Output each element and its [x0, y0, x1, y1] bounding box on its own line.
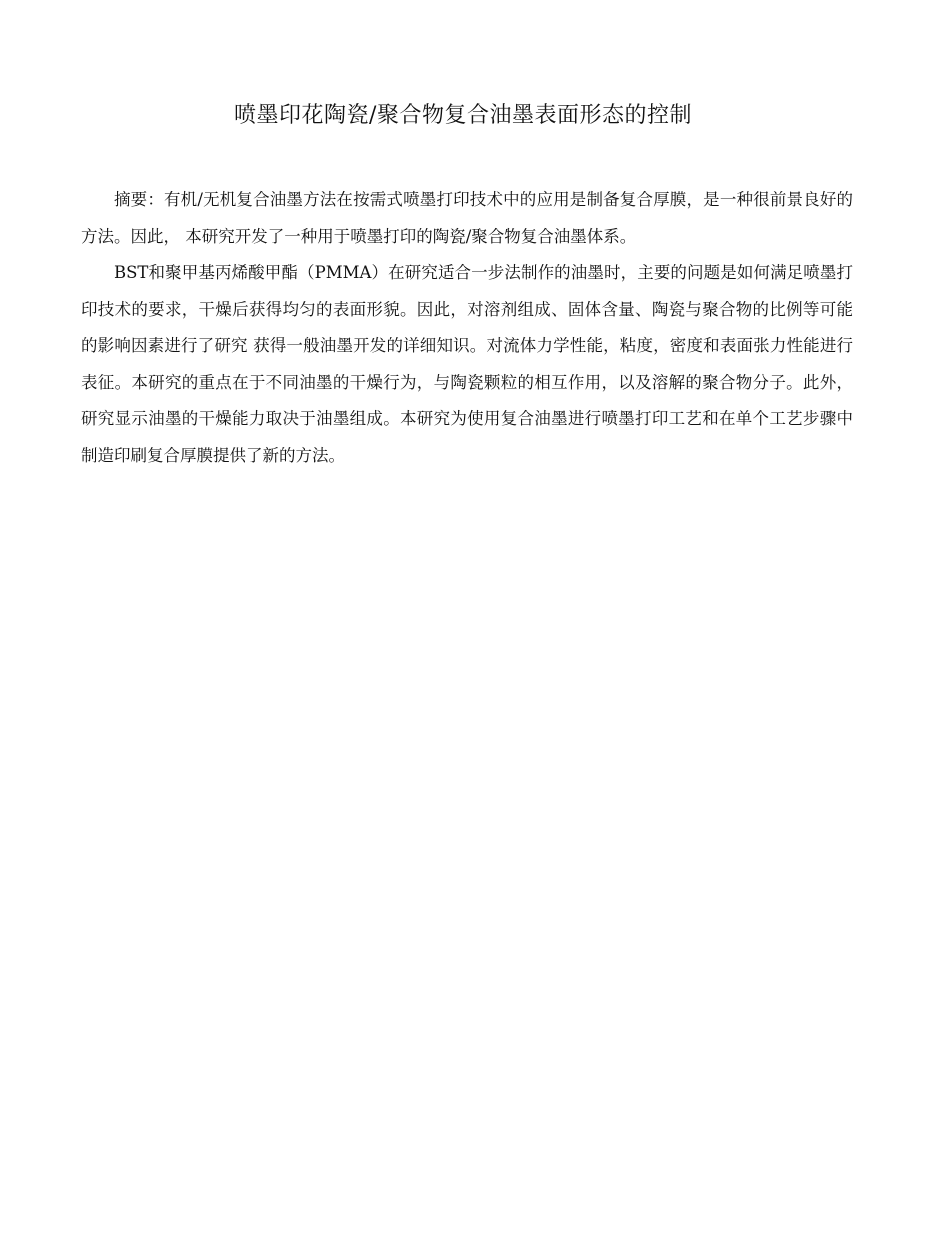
body-paragraph: BST和聚甲基丙烯酸甲酯（PMMA）在研究适合一步法制作的油墨时，主要的问题是如何满足喷墨打印技术的要求，干燥后获得均匀的表面形貌。因此，对溶剂组成、固体含量、陶瓷与聚合物的比例等可能的影响因素进行了研究 获得一般油墨开发的详细知识。对流体力学性能，粘度，密度和表面张力性能进行表征。本研究的重点在于不同油墨的干燥行为，与陶瓷颗粒的相互作用，以及溶解的聚合物分子。此外，研究显示油墨的干燥能力取决于油墨组成。本研究为使用复合油墨进行喷墨打印工艺和在单个工艺步骤中制造印刷复合厚膜提供了新的方法。	[81, 263, 853, 465]
document-title: 喷墨印花陶瓷/聚合物复合油墨表面形态的控制	[234, 103, 692, 128]
abstract-paragraph: 摘要：有机/无机复合油墨方法在按需式喷墨打印技术中的应用是制备复合厚膜，是一种很前景良好的方法。因此， 本研究开发了一种用于喷墨打印的陶瓷/聚合物复合油墨体系。	[81, 190, 853, 246]
document-body	[81, 182, 853, 474]
